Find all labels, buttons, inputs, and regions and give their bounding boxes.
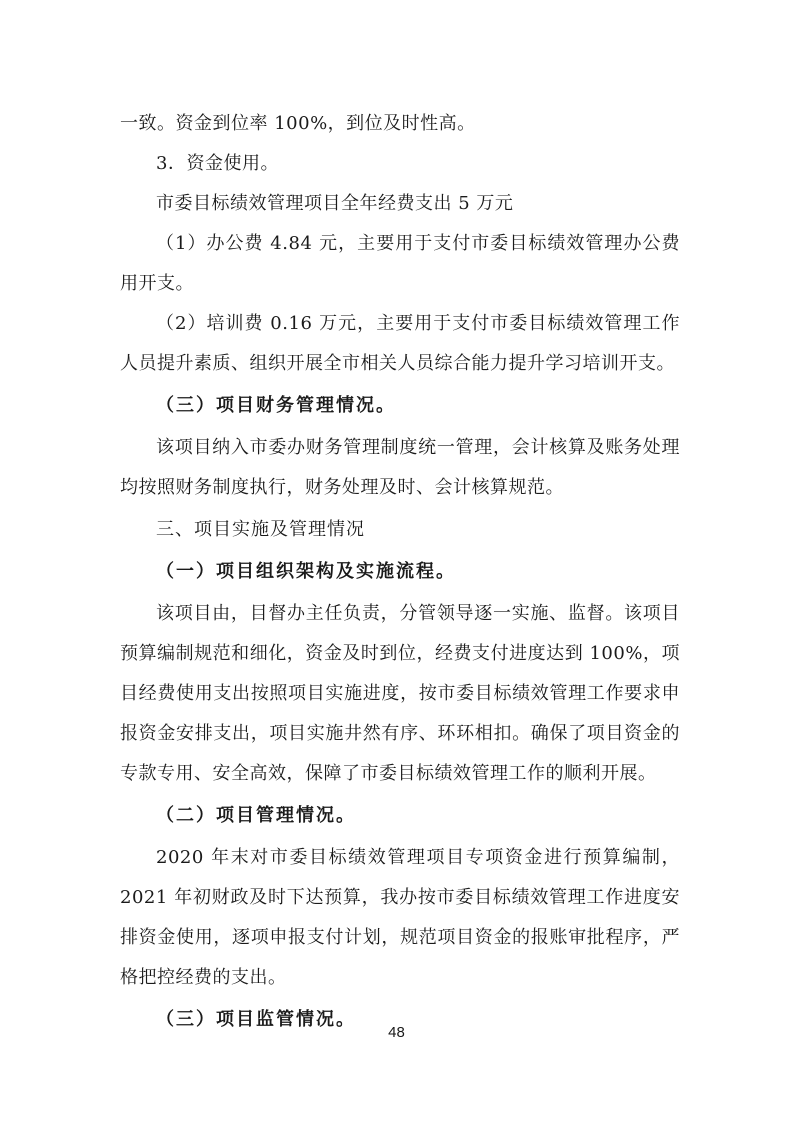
paragraph-financial-management: 该项目纳入市委办财务管理制度统一管理，会计核算及账务处理均按照财务制度执行，财务处理及时、会计核算规范。 (120, 437, 680, 498)
paragraph-fund-usage-title: 3．资金使用。 (156, 153, 279, 174)
heading-financial-management: （三）项目财务管理情况。 (156, 395, 396, 416)
page-body (120, 104, 680, 1042)
heading-supervision: （三）项目监管情况。 (156, 1009, 356, 1030)
heading-organization: （一）项目组织架构及实施流程。 (156, 561, 456, 582)
page-number: 48 (388, 1024, 405, 1041)
paragraph-total-expense: 市委目标绩效管理项目全年经费支出 5 万元 (156, 193, 514, 214)
paragraph-training-expense: （2）培训费 0.16 万元，主要用于支付市委目标绩效管理工作人员提升素质、组织开展全市相关人员综合能力提升学习培训开支。 (120, 313, 680, 374)
paragraph-organization: 该项目由，目督办主任负责，分管领导逐一实施、监督。该项目预算编制规范和细化，资金及时到位，经费支付进度达到 100%，项目经费使用支出按照项目实施进度，按市委目标绩效管理工作要求申报资金安排支出，项目实施井然有序、环环相扣。确保了项目资金的专款专用、安全高效，保障了市委目标绩效管理工作的顺利开展。 (120, 603, 680, 784)
heading-project-management: （二）项目管理情况。 (156, 805, 356, 826)
paragraph-funding-rate: 一致。资金到位率 100%，到位及时性高。 (120, 113, 476, 134)
paragraph-project-management: 2020 年末对市委目标绩效管理项目专项资金进行预算编制，2021 年初财政及时下达预算，我办按市委目标绩效管理工作进度安排资金使用，逐项申报支付计划，规范项目资金的报账审批程序，严格把控经费的支出。 (120, 847, 680, 988)
paragraph-office-expense: （1）办公费 4.84 元，主要用于支付市委目标绩效管理办公费用开支。 (120, 233, 680, 294)
heading-implementation: 三、项目实施及管理情况 (156, 519, 365, 540)
